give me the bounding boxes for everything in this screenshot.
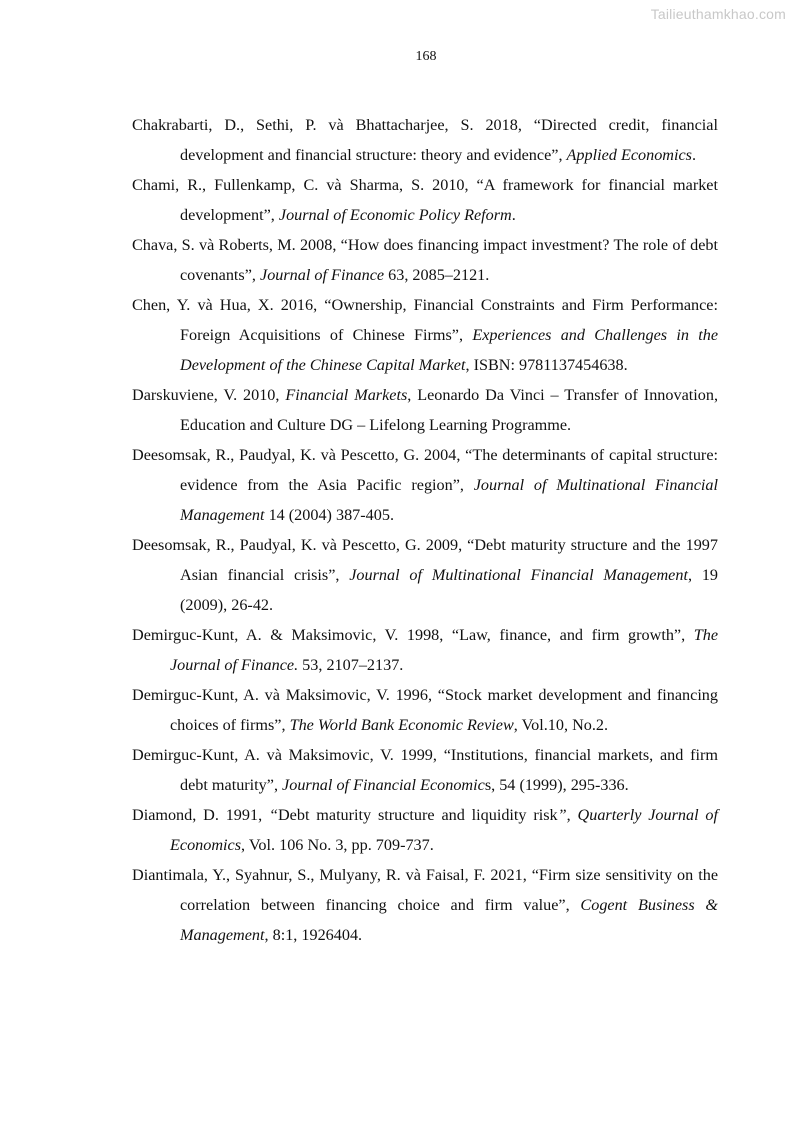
- reference-entry: [132, 800, 718, 860]
- reference-italic-text: ”: [557, 806, 567, 824]
- page-number: 168: [415, 49, 437, 64]
- reference-entry: [132, 440, 718, 530]
- reference-text: , ISBN: 9781137454638.: [465, 356, 628, 374]
- reference-italic-text: Cogent Business & Management: [180, 896, 718, 944]
- reference-entry: [132, 110, 718, 170]
- reference-list: [132, 110, 718, 950]
- reference-text: ,: [566, 806, 578, 824]
- watermark: Tailieuthamkhao.com: [650, 6, 786, 22]
- reference-text: Demirguc-Kunt, A. và Maksimovic, V. 1996, “Stock market development and financing choices of firms”,: [132, 686, 718, 734]
- reference-text: , Leonardo Da Vinci – Transfer of Innovation, Education and Culture DG – Lifelong Learning Programme.: [180, 386, 718, 434]
- reference-text: s, 54 (1999), 295-336.: [484, 776, 629, 794]
- reference-text: Diantimala, Y., Syahnur, S., Mulyany, R. và Faisal, F. 2021, “Firm size sensitivity on the correlation between financing choice and firm value”,: [132, 866, 718, 914]
- reference-italic-text: Journal of Multinational Financial Management: [349, 566, 688, 584]
- reference-text: , Vol. 106 No. 3, pp. 709-737.: [241, 836, 434, 854]
- reference-entry: [132, 620, 718, 680]
- reference-entry: [132, 290, 718, 380]
- reference-text: Chakrabarti, D., Sethi, P. và Bhattacharjee, S. 2018, “Directed credit, financial development and financial structure: theory and evidence”,: [132, 116, 718, 164]
- reference-entry: [132, 530, 718, 620]
- reference-text: , 19 (2009), 26-42.: [180, 566, 719, 614]
- reference-italic-text: The Journal of Finance.: [170, 626, 718, 674]
- reference-text: Deesomsak, R., Paudyal, K. và Pescetto, G. 2004, “The determinants of capital structure: evidence from the Asia Pacific region”,: [132, 446, 718, 494]
- reference-italic-text: “: [268, 806, 278, 824]
- reference-text: 53, 2107–2137.: [298, 656, 404, 674]
- reference-text: Chami, R., Fullenkamp, C. và Sharma, S. 2010, “A framework for financial market development”,: [132, 176, 718, 224]
- reference-italic-text: The World Bank Economic Review: [289, 716, 514, 734]
- reference-text: Debt maturity structure and liquidity risk: [277, 806, 558, 824]
- reference-entry: [132, 740, 718, 800]
- reference-italic-text: Quarterly Journal of Economics: [170, 806, 719, 854]
- reference-italic-text: Journal of Economic Policy Reform: [278, 206, 512, 224]
- reference-text: 14 (2004) 387-405.: [264, 506, 394, 524]
- reference-text: Demirguc-Kunt, A. và Maksimovic, V. 1999, “Institutions, financial markets, and firm debt maturity”,: [132, 746, 718, 794]
- reference-italic-text: Experiences and Challenges in the Development of the Chinese Capital Market: [180, 326, 718, 374]
- reference-italic-text: Journal of Finance: [260, 266, 385, 284]
- reference-text: Chava, S. và Roberts, M. 2008, “How does financing impact investment? The role of debt covenants”,: [132, 236, 718, 284]
- reference-text: Darskuviene, V. 2010,: [132, 386, 286, 404]
- reference-text: , 8:1, 1926404.: [264, 926, 363, 944]
- reference-text: , Vol.10, No.2.: [513, 716, 609, 734]
- reference-entry: [132, 860, 718, 950]
- reference-entry: [132, 380, 718, 440]
- reference-italic-text: Applied Economics: [566, 146, 692, 164]
- reference-entry: [132, 680, 718, 740]
- reference-italic-text: Journal of Multinational Financial Management: [180, 476, 718, 524]
- reference-text: Chen, Y. và Hua, X. 2016, “Ownership, Financial Constraints and Firm Performance: Foreign Acquisitions of Chinese Firms”,: [132, 296, 718, 344]
- reference-text: .: [511, 206, 516, 224]
- reference-text: Diamond, D. 1991,: [132, 806, 269, 824]
- reference-italic-text: Financial Markets: [285, 386, 408, 404]
- reference-text: 63, 2085–2121.: [384, 266, 490, 284]
- reference-text: Demirguc-Kunt, A. & Maksimovic, V. 1998, “Law, finance, and firm growth”,: [132, 626, 694, 644]
- reference-text: Deesomsak, R., Paudyal, K. và Pescetto, G. 2009, “Debt maturity structure and the 1997 Asian financial crisis”,: [132, 536, 718, 584]
- reference-entry: [132, 170, 718, 230]
- reference-text: .: [691, 146, 697, 164]
- reference-entry: [132, 230, 718, 290]
- reference-italic-text: Journal of Financial Economic: [282, 776, 485, 794]
